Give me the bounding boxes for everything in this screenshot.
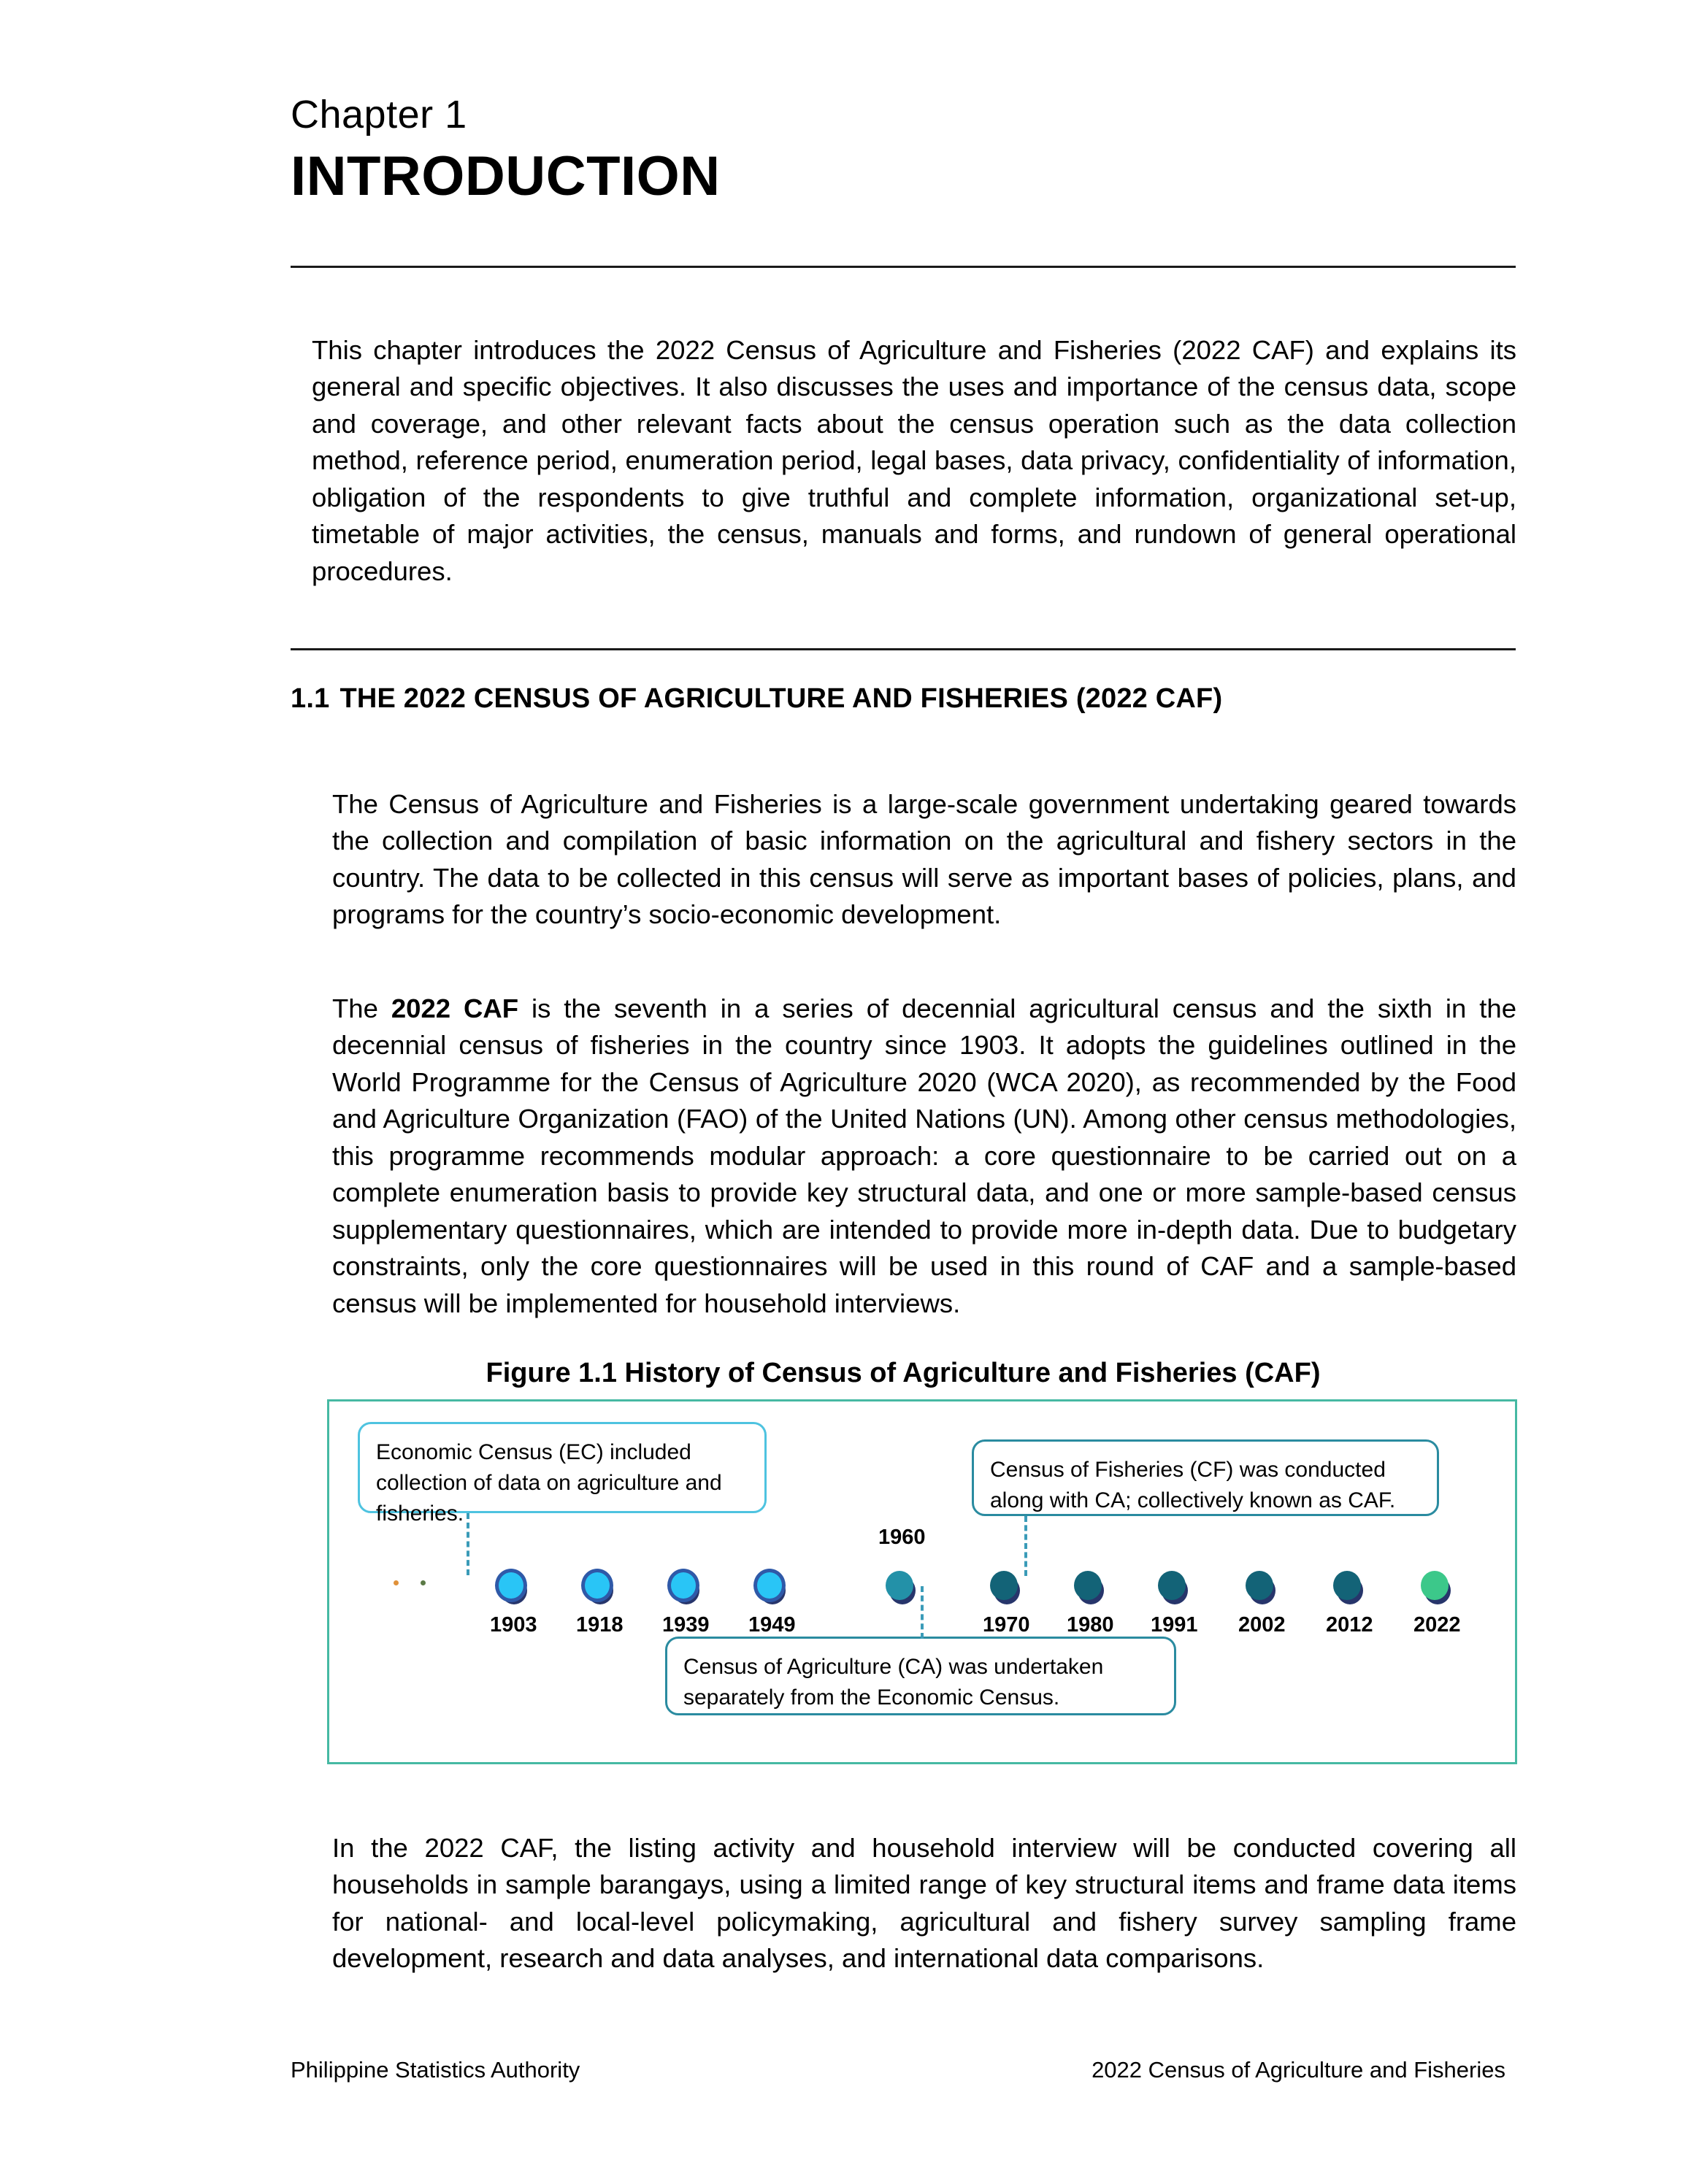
footer-right-text: 2022 Census of Agriculture and Fisheries (1092, 2057, 1505, 2083)
timeline-marker-1949 (756, 1571, 785, 1604)
decorative-dot-green (421, 1580, 426, 1585)
timeline-marker-2022 (1421, 1571, 1450, 1604)
timeline-marker-1991 (1158, 1571, 1187, 1604)
marker-dot (1074, 1571, 1102, 1600)
timeline-year-label-1903: 1903 (490, 1613, 537, 1637)
timeline-marker-1939 (670, 1571, 699, 1604)
timeline-year-label-1939: 1939 (662, 1613, 710, 1637)
chapter-title: INTRODUCTION (291, 145, 721, 207)
timeline-year-label-1991: 1991 (1151, 1613, 1198, 1637)
timeline-year-label-1970: 1970 (983, 1613, 1030, 1637)
section-paragraph-2 (332, 991, 1516, 1323)
section-title: THE 2022 CENSUS OF AGRICULTURE AND FISHERIES (2022 CAF) (339, 683, 1223, 714)
section-paragraph-3: In the 2022 CAF, the listing activity and household interview will be conducted covering all households in sample barangays, using a limited range of key structural items and frame data items for national- and local-level policymaking, agricultural and fishery survey sampling frame development, research and data analyses, and international data comparisons. (332, 1832, 1516, 1973)
marker-dot (886, 1571, 913, 1600)
paragraph-2-bold-term: 2022 CAF (391, 993, 519, 1023)
chapter-label: Chapter 1 (291, 93, 467, 136)
decorative-dot-orange (394, 1580, 399, 1585)
paragraph-2-pre: The (332, 993, 391, 1023)
leader-line-census-of-agriculture (921, 1586, 924, 1639)
timeline-year-label-1960: 1960 (878, 1526, 926, 1549)
marker-dot (990, 1571, 1018, 1600)
timeline-marker-1970 (990, 1571, 1019, 1604)
timeline-marker-2002 (1246, 1571, 1275, 1604)
timeline-year-label-2012: 2012 (1326, 1613, 1373, 1637)
timeline-year-label-1980: 1980 (1067, 1613, 1114, 1637)
callout-economic-census: Economic Census (EC) included collection of data on agriculture and fisheries. (358, 1422, 767, 1513)
timeline-marker-1960 (886, 1571, 915, 1604)
callout-census-of-agriculture: Census of Agriculture (CA) was undertaken separately from the Economic Census. (665, 1637, 1176, 1715)
divider-top (291, 266, 1516, 268)
marker-ring (581, 1569, 613, 1602)
section-heading-1-1 (291, 683, 1222, 715)
marker-ring (495, 1569, 527, 1602)
timeline-year-label-1949: 1949 (748, 1613, 796, 1637)
figure-1-1-timeline (327, 1399, 1517, 1764)
marker-dot (1333, 1571, 1361, 1600)
figure-title: Figure 1.1 History of Census of Agriculture and Fisheries (CAF) (486, 1358, 1321, 1388)
timeline-marker-1918 (583, 1571, 613, 1604)
marker-ring (753, 1569, 786, 1602)
callout-census-of-fisheries: Census of Fisheries (CF) was conducted along with CA; collectively known as CAF. (972, 1439, 1439, 1516)
divider-middle (291, 648, 1516, 650)
marker-dot (1421, 1571, 1449, 1600)
timeline-year-label-1918: 1918 (576, 1613, 624, 1637)
timeline-marker-2012 (1333, 1571, 1362, 1604)
section-paragraph-1: The Census of Agriculture and Fisheries is a large-scale government undertaking geared towards the collection and compilation of basic information on the agricultural and fishery sectors in the country. The data to be collected in this census will serve as important bases of policies, plans, and programs for the country’s socio-economic development. (332, 788, 1516, 929)
timeline-marker-1980 (1074, 1571, 1103, 1604)
intro-paragraph: This chapter introduces the 2022 Census of Agriculture and Fisheries (2022 CAF) and explains its general and specific objectives. It also discusses the uses and importance of the census data, scope and coverage, and other relevant facts about the census operation such as the data collection method, reference period, enumeration period, legal bases, data privacy, confidentiality of information, obligation of the respondents to give truthful and complete information, organizational set-up, timetable of major activities, the census, manuals and forms, and rundown of general operational procedures. (312, 334, 1516, 586)
paragraph-2-post: is the seventh in a series of decennial agricultural census and the sixth in the decennial census of fisheries in the country since 1903. It adopts the guidelines outlined in the World Programme for the Census of Agriculture 2020 (WCA 2020), as recommended by the Food and Agriculture Organization (FAO) of the United Nations (UN). Among other census methodologies, this programme recommends modular approach: a core questionnaire to be carried out on a complete enumeration basis to provide key structural data, and one or more sample-based census supplementary questionnaires, which are intended to provide more in-depth data. Due to budgetary constraints, only the core questionnaires will be used in this round of CAF and a sample-based census will be implemented for household interviews. (332, 993, 1517, 1318)
footer-left-text: Philippine Statistics Authority (291, 2057, 580, 2083)
marker-dot (1246, 1571, 1273, 1600)
leader-line-census-of-fisheries (1024, 1516, 1027, 1576)
timeline-year-label-2002: 2002 (1238, 1613, 1286, 1637)
marker-ring (667, 1569, 699, 1602)
section-number: 1.1 (291, 683, 330, 714)
marker-dot (1158, 1571, 1186, 1600)
leader-line-economic-census (467, 1513, 469, 1575)
timeline-year-label-2022: 2022 (1413, 1613, 1461, 1637)
timeline-marker-1903 (497, 1571, 526, 1604)
